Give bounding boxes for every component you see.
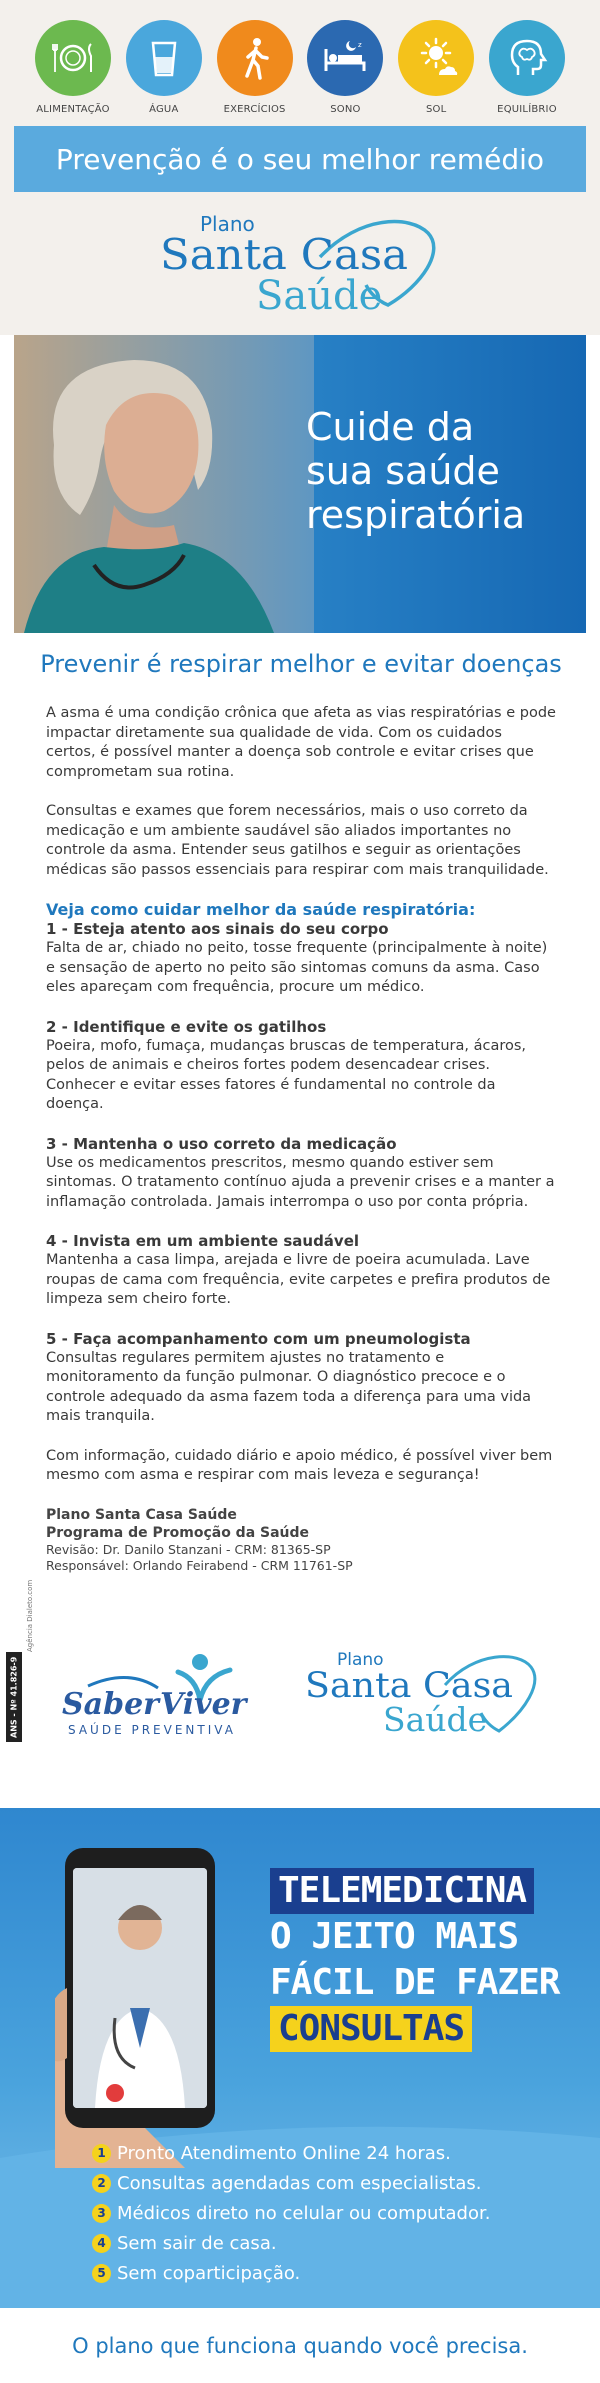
sign-responsible: Responsável: Orlando Feirabend - CRM 11761-SP: [46, 1557, 353, 1573]
health-pillars: [28, 20, 572, 115]
pillar-label: EXERCÍCIOS: [223, 104, 286, 115]
tele-line-4: CONSULTAS: [270, 2006, 472, 2052]
tip-text: Mantenha a casa limpa, arejada e livre de poeira acumulada. Lave roupas de cama com frequência, evite carpetes e prefira produtos de limpeza sem cheiro forte.: [46, 1252, 551, 1307]
hero-woman-photo: [14, 335, 314, 633]
banner-title: Prevenção é o seu melhor remédio: [55, 142, 545, 176]
hero-title: [306, 405, 576, 537]
saber-text: Saber: [62, 1687, 159, 1722]
telemedicine-title: [270, 1868, 590, 2052]
pillar-alimentacao: [28, 20, 118, 115]
tele-line-1: TELEMEDICINA: [270, 1868, 534, 1914]
plano-santa-casa-logo-footer: [305, 1643, 540, 1743]
pillar-sol: [391, 20, 481, 115]
benefit-number: 3: [92, 2204, 111, 2223]
tip-title: 2 - Identifique e evite os gatilhos: [46, 1017, 327, 1036]
article-paragraph-1: A asma é uma condição crônica que afeta as vias respiratórias e pode impactar diretamente sua qualidade de vida. Com os cuidados certos, é possível manter a doença sob controle e evitar crises que comprometam sua rotina.: [46, 705, 556, 780]
logo-plano: Plano: [200, 212, 255, 236]
hero-line-3: respiratória: [306, 493, 526, 537]
tip-title: 5 - Faça acompanhamento com um pneumologista: [46, 1329, 471, 1348]
prevention-banner: [14, 126, 586, 192]
pillar-sono: [300, 20, 390, 115]
benefit-text: Sem sair de casa.: [117, 2232, 277, 2254]
ans-registration: ANS - Nº 41.826-9: [6, 1652, 22, 1742]
article-heading: Prevenir é respirar melhor e evitar doenças: [40, 650, 562, 678]
benefit-number: 1: [92, 2144, 111, 2163]
saber-viver-tagline: SAÚDE PREVENTIVA: [68, 1723, 236, 1737]
plano-santa-casa-logo: [160, 205, 450, 315]
sign-organization: Plano Santa Casa Saúde: [46, 1506, 237, 1523]
hero-line-1: Cuide da: [306, 405, 475, 449]
sign-program: Programa de Promoção da Saúde: [46, 1524, 310, 1541]
logo-name: Santa Casa: [305, 1666, 513, 1706]
svg-text:z: z: [358, 41, 363, 49]
tip-title: 3 - Mantenha o uso correto da medicação: [46, 1134, 397, 1153]
benefit-item: [92, 2228, 490, 2258]
pillar-label: SOL: [425, 104, 447, 115]
viver-text: Viver: [160, 1687, 247, 1722]
signature-block: [46, 1506, 556, 1574]
benefit-number: 5: [92, 2264, 111, 2283]
benefit-item: [92, 2138, 490, 2168]
tip-item: [46, 1018, 556, 1115]
article-closing: Com informação, cuidado diário e apoio médico, é possível viver bem mesmo com asma e respirar com mais leveza e segurança!: [46, 1447, 553, 1483]
benefit-text: Pronto Atendimento Online 24 horas.: [117, 2142, 451, 2164]
pillar-label: ÁGUA: [149, 104, 179, 115]
pillar-exercicios: [210, 20, 300, 115]
logo-saude: Saúde: [256, 273, 383, 315]
sun-icon: [398, 20, 474, 96]
plate-icon: [35, 20, 111, 96]
tip-item: [46, 1135, 556, 1213]
benefit-item: [92, 2258, 490, 2288]
benefit-item: [92, 2168, 490, 2198]
article: [40, 650, 562, 1574]
header-band: [0, 0, 600, 335]
tip-text: Use os medicamentos prescritos, mesmo quando estiver sem sintomas. O tratamento contínuo ajuda a prevenir crises e a manter a inflamação controlada. Jamais interrompa o uso por conta própria.: [46, 1154, 555, 1210]
logo-plano: Plano: [337, 1650, 384, 1670]
tele-line-3: FÁCIL DE FAZER: [270, 1962, 560, 2003]
telemedicine-section: [0, 1808, 600, 2308]
brain-icon: [489, 20, 565, 96]
benefit-text: Médicos direto no celular ou computador.: [117, 2202, 491, 2224]
tip-item: [46, 1330, 556, 1427]
tip-text: Poeira, mofo, fumaça, mudanças bruscas de temperatura, ácaros, pelos de animais e cheiros fortes podem desencadear crises. Conhecer e evitar esses fatores é fundamental no controle da doença.: [46, 1037, 527, 1112]
benefit-text: Consultas agendadas com especialistas.: [117, 2172, 482, 2194]
walking-icon: [217, 20, 293, 96]
sign-review: Revisão: Dr. Danilo Stanzani - CRM: 81365-SP: [46, 1541, 331, 1557]
benefit-item: [92, 2198, 490, 2228]
water-glass-icon: [126, 20, 202, 96]
tele-line-2: O JEITO MAIS: [270, 1916, 519, 1957]
logo-name: Santa Casa: [160, 230, 408, 279]
tip-text: Consultas regulares permitem ajustes no tratamento e monitoramento da função pulmonar. O diagnóstico precoce e o controle adequado da asma fazem toda a diferença para uma vida mais tranquila.: [46, 1349, 532, 1424]
pillar-label: ALIMENTAÇÃO: [36, 104, 110, 115]
smartphone-video-call: [55, 1838, 255, 2168]
benefit-number: 4: [92, 2234, 111, 2253]
logo-saude: Saúde: [383, 1700, 488, 1739]
pillar-label: EQUILÍBRIO: [497, 104, 557, 115]
saber-viver-logo: [60, 1642, 260, 1742]
agency-credit: Agência Dialeto.com: [26, 1579, 34, 1652]
benefit-number: 2: [92, 2174, 111, 2193]
benefit-text: Sem coparticipação.: [117, 2262, 301, 2284]
tip-item: [46, 1232, 556, 1310]
footer: [0, 2308, 600, 2383]
tip-item: [46, 920, 556, 998]
tip-text: Falta de ar, chiado no peito, tosse frequente (principalmente à noite) e sensação de aperto no peito são sintomas comuns da asma. Caso eles apareçam com frequência, procure um médico.: [46, 940, 548, 995]
tips-title: Veja como cuidar melhor da saúde respiratória:: [46, 900, 476, 919]
article-paragraph-2: Consultas e exames que forem necessários, mais o uso correto da medicação e um ambiente saudável são aliados importantes no controle da asma. Entender seus gatilhos e seguir as orientações médicas são passos essenciais para respirar com mais tranquilidade.: [46, 803, 549, 878]
pillar-equilibrio: [482, 20, 572, 115]
pillar-label: SONO: [330, 104, 361, 115]
hero-banner: [14, 335, 586, 633]
footer-tagline: O plano que funciona quando você precisa.: [72, 2333, 528, 2358]
tip-title: 1 - Esteja atento aos sinais do seu corpo: [46, 920, 389, 938]
pillar-agua: [119, 20, 209, 115]
tip-title: 4 - Invista em um ambiente saudável: [46, 1232, 360, 1250]
telemedicine-benefits: [92, 2138, 490, 2288]
hero-line-2: sua saúde: [306, 449, 500, 493]
bed-icon: [307, 20, 383, 96]
